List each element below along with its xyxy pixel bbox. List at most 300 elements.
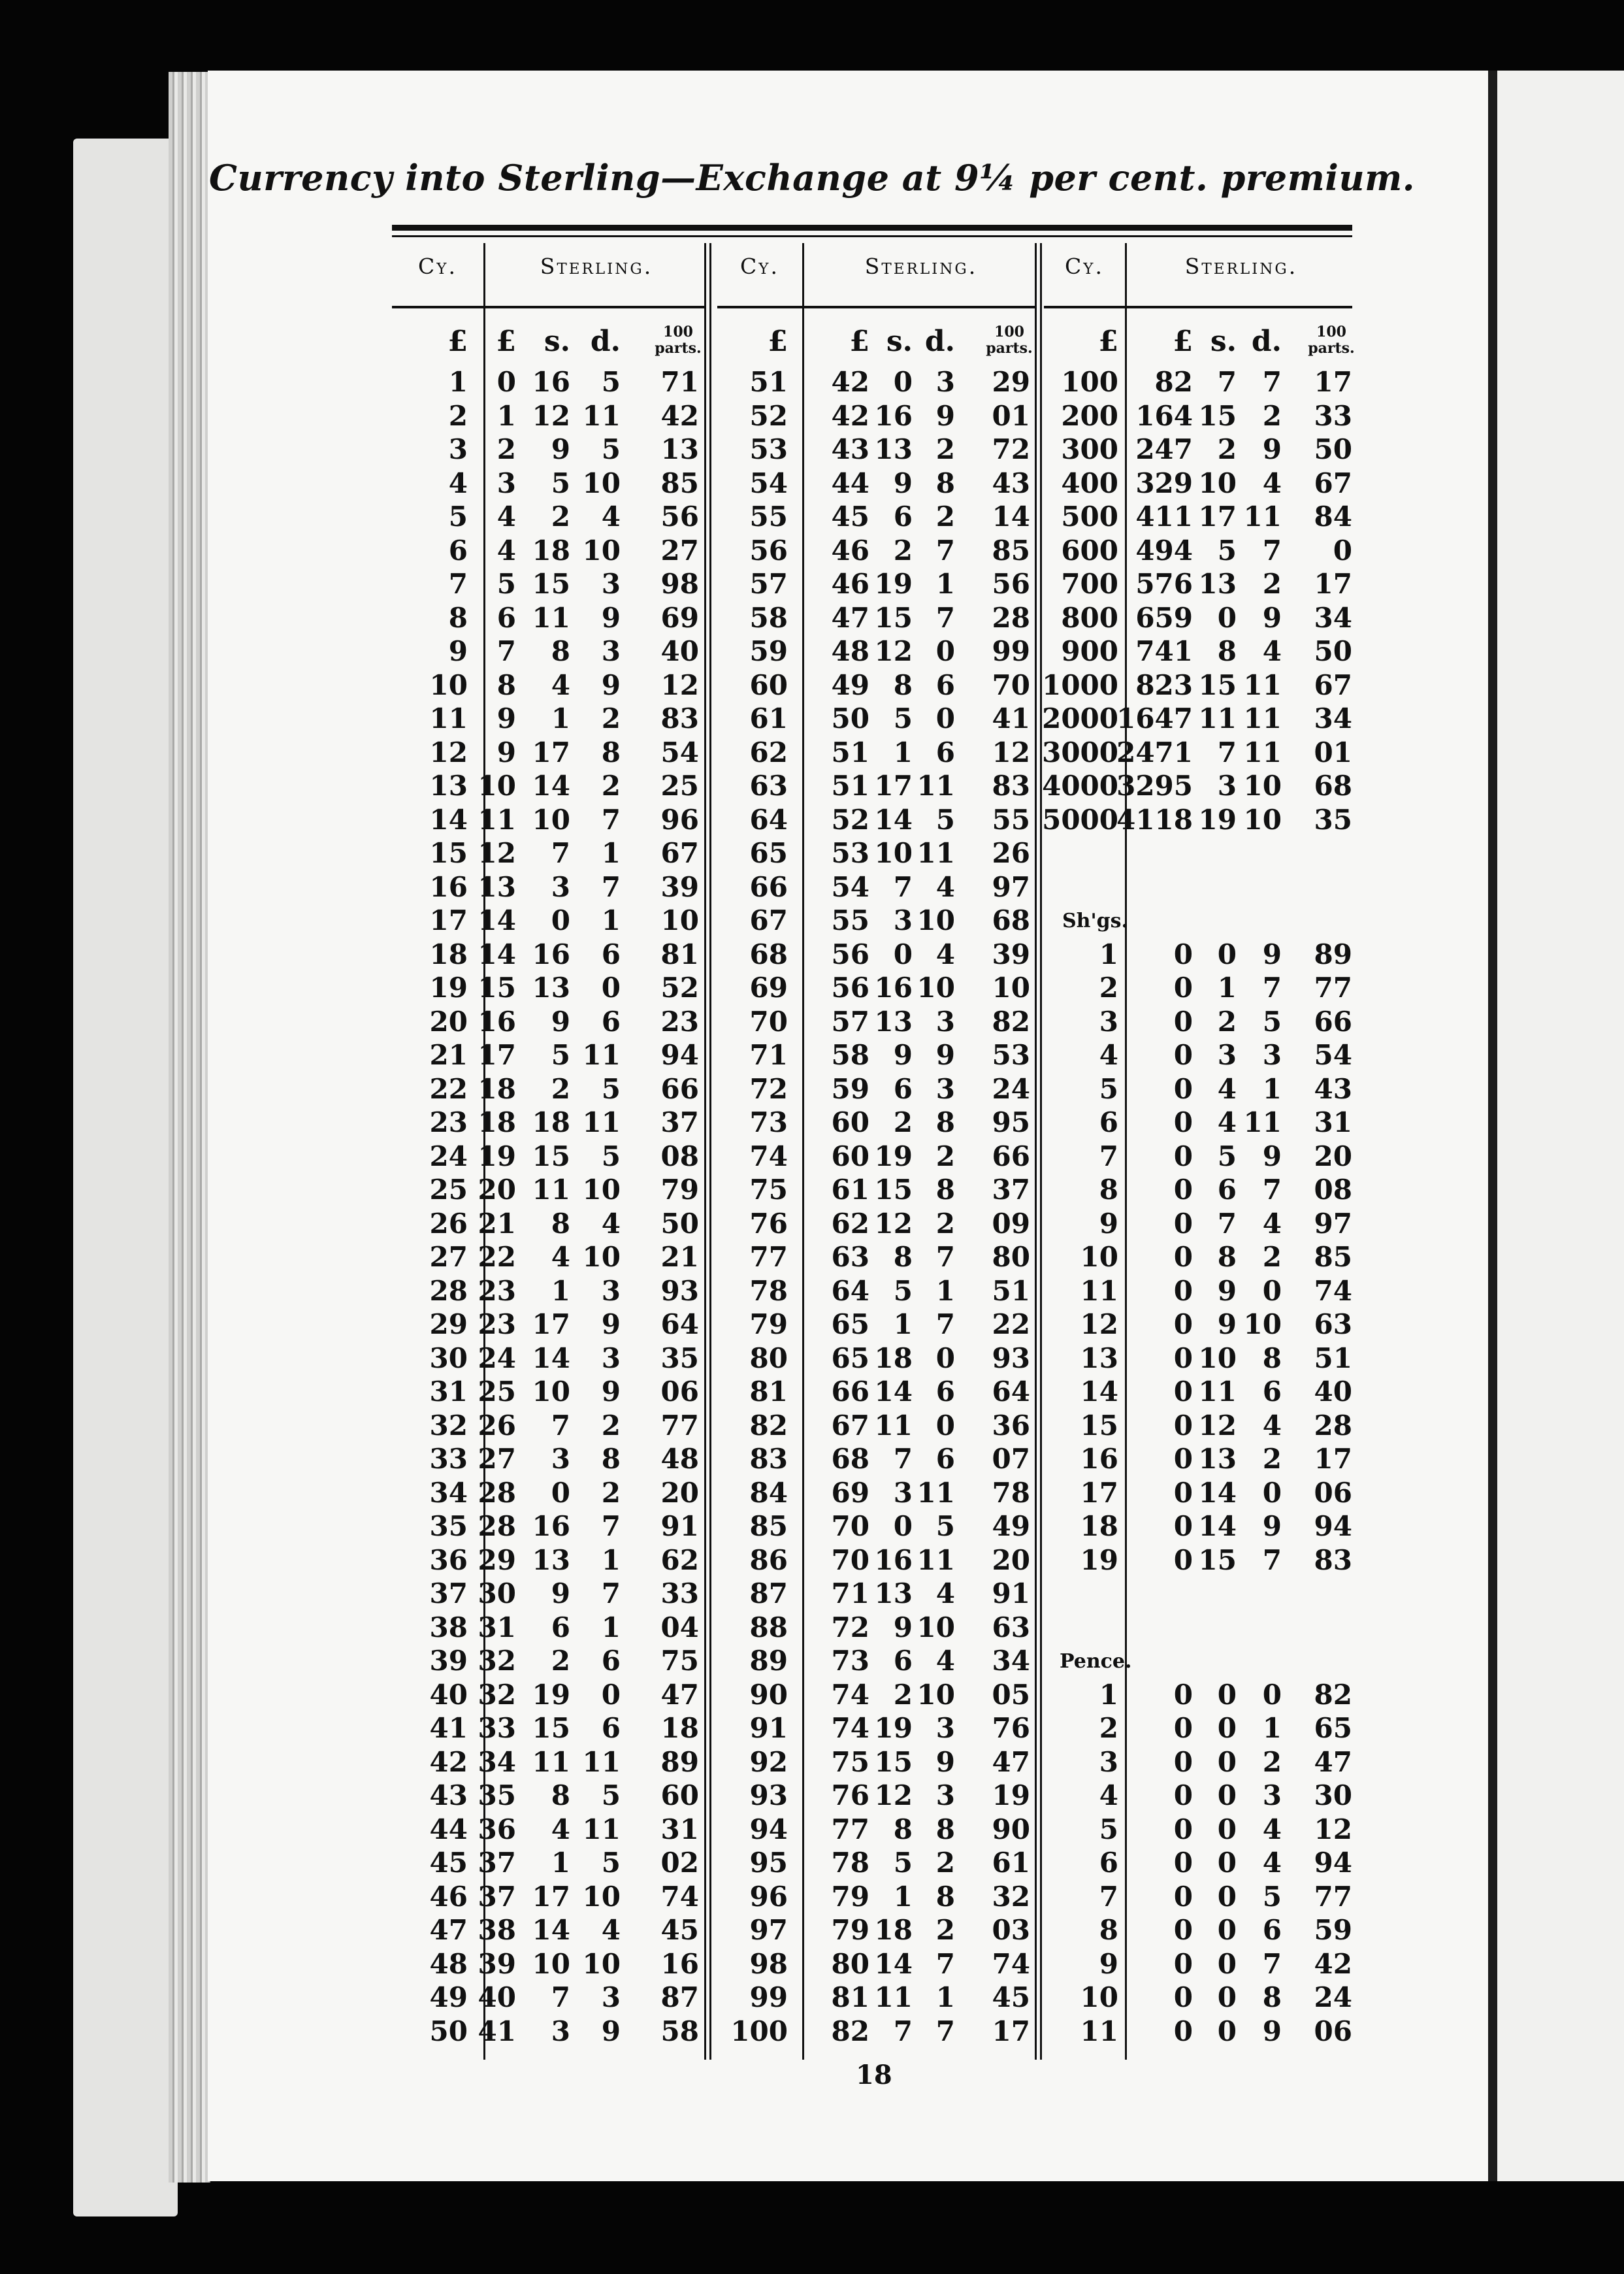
currency-value: 58 [749, 601, 788, 634]
parts-value: 97 [1314, 1207, 1352, 1240]
pence-value: 4 [601, 1914, 621, 1946]
currency-value: 4 [448, 467, 468, 499]
pence-value: 3 [935, 366, 955, 398]
header-cy: Cy. [740, 254, 779, 279]
parts-value: 91 [992, 1577, 1030, 1609]
pounds-value: 70 [831, 1510, 869, 1542]
shillings-value: 15 [874, 1174, 913, 1206]
pence-value: 2 [935, 1140, 955, 1172]
pounds-value: 79 [831, 1880, 869, 1913]
parts-value: 29 [992, 366, 1030, 398]
shillings-value: 12 [532, 399, 570, 432]
pence-value: 3 [601, 635, 621, 667]
pounds-value: 46 [831, 568, 869, 600]
pounds-value: 74 [831, 1712, 869, 1744]
shillings-value: 0 [1217, 1981, 1237, 2013]
pounds-value: 0 [1173, 1745, 1193, 1778]
parts-value: 85 [1314, 1241, 1352, 1273]
top-rule [392, 225, 1352, 231]
shillings-value: 0 [1217, 1678, 1237, 1711]
currency-value: 18 [429, 938, 468, 970]
pence-value: 8 [935, 467, 955, 499]
shillings-value: 6 [893, 1072, 913, 1105]
shillings-value: 15 [874, 1745, 913, 1778]
pounds-value: 81 [831, 1981, 869, 2013]
shillings-value: 4 [551, 1813, 570, 1845]
shillings-value: 0 [1217, 1847, 1237, 1879]
shillings-value: 13 [532, 1543, 570, 1576]
pence-value: 1 [935, 568, 955, 600]
shillings-value: 0 [551, 904, 570, 936]
parts-value: 47 [1314, 1745, 1352, 1778]
currency-value: 500 [1061, 501, 1118, 533]
pounds-value: 0 [1173, 1274, 1193, 1307]
subheader-pound: £ [1173, 325, 1193, 358]
shillings-value: 17 [532, 1308, 570, 1340]
parts-value: 56 [992, 568, 1030, 600]
parts-value: 70 [992, 668, 1030, 701]
currency-value: 37 [429, 1577, 468, 1609]
shillings-value: 18 [532, 534, 570, 567]
pence-value: 5 [935, 803, 955, 836]
pounds-value: 576 [1135, 568, 1193, 600]
currency-value: 4 [1099, 1039, 1118, 1071]
pence-value: 11 [917, 1476, 955, 1509]
shillings-value: 14 [874, 803, 913, 836]
currency-value: 62 [749, 736, 788, 768]
currency-value: 87 [749, 1577, 788, 1609]
parts-value: 17 [1314, 366, 1352, 398]
parts-value: 62 [660, 1543, 699, 1576]
pounds-value: 78 [831, 1847, 869, 1879]
currency-value: 55 [749, 501, 788, 533]
currency-value: 10 [1080, 1241, 1118, 1273]
pence-value: 6 [935, 668, 955, 701]
parts-value: 67 [1314, 668, 1352, 701]
shillings-value: 0 [1217, 938, 1237, 970]
shillings-value: 1 [893, 1880, 913, 1913]
pounds-value: 50 [831, 702, 869, 734]
currency-value: 6 [1099, 1106, 1118, 1138]
pounds-value: 74 [831, 1678, 869, 1711]
pence-value: 3 [601, 1342, 621, 1374]
currency-value: 1 [1099, 938, 1118, 970]
pence-value: 9 [601, 601, 621, 634]
parts-value: 83 [660, 702, 699, 734]
currency-value: 200 [1061, 399, 1118, 432]
pounds-value: 741 [1135, 635, 1193, 667]
pounds-value: 14 [478, 904, 516, 936]
currency-value: 22 [429, 1072, 468, 1105]
shillings-value: 1 [551, 702, 570, 734]
pence-value: 7 [935, 1241, 955, 1273]
pence-value: 0 [1262, 1678, 1282, 1711]
parts-value: 20 [992, 1543, 1030, 1576]
currency-value: 85 [749, 1510, 788, 1542]
underlying-page [73, 139, 178, 2216]
pence-value: 7 [1262, 972, 1282, 1004]
subheader-pence: d. [1251, 325, 1282, 358]
currency-value: 6 [1099, 1847, 1118, 1879]
pence-value: 11 [917, 1543, 955, 1576]
pounds-value: 0 [1173, 1678, 1193, 1711]
currency-value: 10 [429, 668, 468, 701]
pence-value: 11 [1243, 668, 1282, 701]
currency-value: 44 [429, 1813, 468, 1845]
pounds-value: 6 [496, 601, 516, 634]
currency-value: 13 [1080, 1342, 1118, 1374]
currency-value: 19 [429, 972, 468, 1004]
shillings-value: 5 [893, 1847, 913, 1879]
currency-value: 86 [749, 1543, 788, 1576]
pence-value: 4 [935, 870, 955, 903]
pence-value: 2 [1262, 568, 1282, 600]
shillings-value: 13 [874, 1577, 913, 1609]
parts-value: 17 [992, 2015, 1030, 2047]
parts-value: 33 [660, 1577, 699, 1609]
parts-value: 48 [660, 1443, 699, 1475]
parts-value: 94 [1314, 1847, 1352, 1879]
pounds-value: 494 [1135, 534, 1193, 567]
pounds-value: 0 [1173, 1813, 1193, 1845]
currency-value: 900 [1061, 635, 1118, 667]
currency-value: 97 [749, 1914, 788, 1946]
currency-value: 28 [429, 1274, 468, 1307]
parts-value: 77 [1314, 1880, 1352, 1913]
pounds-value: 65 [831, 1342, 869, 1374]
currency-value: 800 [1061, 601, 1118, 634]
pence-value: 7 [1262, 1174, 1282, 1206]
pounds-value: 9 [496, 702, 516, 734]
parts-value: 10 [660, 904, 699, 936]
pence-value: 2 [601, 1409, 621, 1442]
pounds-value: 0 [1173, 1140, 1193, 1172]
pounds-value: 0 [1173, 1443, 1193, 1475]
shillings-value: 3 [893, 1476, 913, 1509]
pounds-value: 71 [831, 1577, 869, 1609]
pence-value: 7 [601, 1577, 621, 1609]
pounds-value: 76 [831, 1779, 869, 1811]
shillings-value: 0 [1217, 1813, 1237, 1845]
shillings-value: 3 [551, 1443, 570, 1475]
pounds-value: 46 [831, 534, 869, 567]
pounds-value: 9 [496, 736, 516, 768]
pence-value: 9 [601, 2015, 621, 2047]
shillings-value: 5 [893, 702, 913, 734]
parts-value: 54 [1314, 1039, 1352, 1071]
currency-value: 57 [749, 568, 788, 600]
pence-value: 10 [917, 1678, 955, 1711]
parts-value: 53 [992, 1039, 1030, 1071]
currency-value: 61 [749, 702, 788, 734]
shillings-value: 5 [893, 1274, 913, 1307]
shillings-value: 2 [893, 1678, 913, 1711]
parts-value: 65 [1314, 1712, 1352, 1744]
parts-value: 74 [992, 1947, 1030, 1980]
parts-value: 0 [1333, 534, 1352, 567]
parts-value: 66 [992, 1140, 1030, 1172]
pounds-value: 4118 [1116, 803, 1193, 836]
pence-value: 3 [935, 1005, 955, 1038]
shillings-value: 0 [1217, 601, 1237, 634]
shillings-value: 11 [1198, 1376, 1237, 1408]
pence-value: 9 [1262, 1140, 1282, 1172]
pounds-value: 823 [1135, 668, 1193, 701]
parts-value: 49 [992, 1510, 1030, 1542]
shillings-value: 0 [1217, 1914, 1237, 1946]
parts-value: 75 [660, 1645, 699, 1677]
pounds-value: 20 [478, 1174, 516, 1206]
pounds-value: 68 [831, 1443, 869, 1475]
shillings-value: 14 [532, 770, 570, 802]
shillings-value: 7 [893, 870, 913, 903]
parts-value: 25 [660, 770, 699, 802]
shillings-value: 4 [551, 668, 570, 701]
pounds-value: 59 [831, 1072, 869, 1105]
shillings-value: 8 [893, 1813, 913, 1845]
pence-value: 3 [935, 1712, 955, 1744]
parts-value: 43 [1314, 1072, 1352, 1105]
shillings-value: 9 [551, 433, 570, 465]
parts-value: 34 [992, 1645, 1030, 1677]
pounds-value: 0 [1173, 1308, 1193, 1340]
parts-value: 77 [660, 1409, 699, 1442]
parts-value: 31 [1314, 1106, 1352, 1138]
pounds-value: 19 [478, 1140, 516, 1172]
subheader-pence: d. [590, 325, 621, 358]
pounds-value: 62 [831, 1207, 869, 1240]
subheader-pound: £ [849, 325, 869, 358]
parts-value: 24 [992, 1072, 1030, 1105]
pounds-value: 29 [478, 1543, 516, 1576]
pounds-value: 37 [478, 1847, 516, 1879]
currency-value: 35 [429, 1510, 468, 1542]
parts-value: 35 [1314, 803, 1352, 836]
pence-value: 1 [1262, 1712, 1282, 1744]
pounds-value: 0 [1173, 1981, 1193, 2013]
pounds-value: 63 [831, 1241, 869, 1273]
shillings-value: 18 [532, 1106, 570, 1138]
currency-value: 700 [1061, 568, 1118, 600]
parts-value: 85 [992, 534, 1030, 567]
pounds-value: 56 [831, 972, 869, 1004]
pence-value: 8 [601, 736, 621, 768]
parts-value: 13 [660, 433, 699, 465]
currency-value: 65 [749, 837, 788, 869]
parts-bottom: parts. [986, 340, 1033, 357]
shillings-value: 8 [551, 635, 570, 667]
pence-value: 8 [935, 1174, 955, 1206]
header-cy: Cy. [1065, 254, 1104, 279]
pence-value: 9 [935, 1039, 955, 1071]
page-number: 18 [856, 2060, 892, 2090]
pounds-value: 51 [831, 736, 869, 768]
shillings-value: 14 [1198, 1476, 1237, 1509]
pounds-value: 80 [831, 1947, 869, 1980]
currency-value: 32 [429, 1409, 468, 1442]
currency-value: 92 [749, 1745, 788, 1778]
header-rule [1044, 306, 1352, 308]
pence-value: 4 [935, 1577, 955, 1609]
parts-value: 82 [992, 1005, 1030, 1038]
shillings-value: 11 [532, 1745, 570, 1778]
currency-value: 2 [1099, 1712, 1118, 1744]
currency-value: 34 [429, 1476, 468, 1509]
pounds-value: 77 [831, 1813, 869, 1845]
pence-value: 7 [935, 1308, 955, 1340]
parts-value: 17 [1314, 568, 1352, 600]
currency-value: 30 [429, 1342, 468, 1374]
shillings-value: 9 [1217, 1274, 1237, 1307]
pounds-value: 82 [831, 2015, 869, 2047]
parts-value: 14 [992, 501, 1030, 533]
currency-value: 25 [429, 1174, 468, 1206]
pounds-value: 16 [478, 1005, 516, 1038]
pence-value: 4 [1262, 1207, 1282, 1240]
pence-value: 6 [1262, 1914, 1282, 1946]
parts-value: 95 [992, 1106, 1030, 1138]
currency-value: 73 [749, 1106, 788, 1138]
parts-value: 47 [992, 1745, 1030, 1778]
parts-value: 05 [992, 1678, 1030, 1711]
shillings-value: 7 [1217, 366, 1237, 398]
currency-value: 64 [749, 803, 788, 836]
currency-value: 38 [429, 1611, 468, 1643]
pence-value: 0 [935, 1342, 955, 1374]
pounds-value: 0 [1173, 1376, 1193, 1408]
pounds-value: 10 [478, 770, 516, 802]
pence-value: 0 [601, 1678, 621, 1711]
currency-value: 5 [1099, 1813, 1118, 1845]
currency-value: 63 [749, 770, 788, 802]
pence-value: 8 [1262, 1342, 1282, 1374]
parts-value: 42 [1314, 1947, 1352, 1980]
currency-value: 17 [1080, 1476, 1118, 1509]
parts-value: 93 [660, 1274, 699, 1307]
parts-value: 34 [1314, 702, 1352, 734]
pounds-value: 0 [1173, 1914, 1193, 1946]
pence-value: 10 [582, 467, 621, 499]
parts-value: 55 [992, 803, 1030, 836]
pence-value: 4 [601, 501, 621, 533]
pence-value: 1 [601, 1543, 621, 1576]
parts-value: 45 [660, 1914, 699, 1946]
parts-value: 12 [992, 736, 1030, 768]
shillings-value: 12 [1198, 1409, 1237, 1442]
pence-value: 0 [935, 702, 955, 734]
shillings-value: 7 [551, 1981, 570, 2013]
shillings-value: 0 [1217, 1779, 1237, 1811]
pence-value: 4 [1262, 1847, 1282, 1879]
shillings-value: 13 [532, 972, 570, 1004]
pence-value: 1 [935, 1981, 955, 2013]
shillings-value: 14 [1198, 1510, 1237, 1542]
pence-value: 7 [1262, 366, 1282, 398]
pounds-value: 26 [478, 1409, 516, 1442]
parts-value: 97 [992, 870, 1030, 903]
shillings-value: 7 [1217, 736, 1237, 768]
pounds-value: 0 [1173, 1543, 1193, 1576]
currency-value: 45 [429, 1847, 468, 1879]
shillings-value: 14 [874, 1376, 913, 1408]
parts-value: 98 [660, 568, 699, 600]
header-cy: Cy. [418, 254, 457, 279]
parts-value: 43 [992, 467, 1030, 499]
currency-value: 51 [749, 366, 788, 398]
pence-value: 3 [601, 1274, 621, 1307]
pence-value: 2 [1262, 399, 1282, 432]
parts-value: 67 [660, 837, 699, 869]
shillings-value: 16 [532, 1510, 570, 1542]
pence-value: 4 [935, 1645, 955, 1677]
shillings-value: 15 [1198, 399, 1237, 432]
shillings-value: 3 [1217, 1039, 1237, 1071]
pence-value: 10 [917, 972, 955, 1004]
currency-value: 2 [448, 399, 468, 432]
pence-value: 11 [917, 770, 955, 802]
parts-value: 20 [660, 1476, 699, 1509]
pence-value: 10 [917, 904, 955, 936]
parts-value: 83 [1314, 1543, 1352, 1576]
pounds-value: 67 [831, 1409, 869, 1442]
parts-value: 39 [660, 870, 699, 903]
pence-value: 6 [601, 1712, 621, 1744]
pence-value: 10 [917, 1611, 955, 1643]
currency-value: 11 [1080, 2015, 1118, 2047]
pounds-value: 47 [831, 601, 869, 634]
currency-value: 15 [1080, 1409, 1118, 1442]
shillings-value: 2 [893, 534, 913, 567]
currency-value: 67 [749, 904, 788, 936]
pounds-value: 0 [1173, 1476, 1193, 1509]
shillings-value: 6 [551, 1611, 570, 1643]
pounds-value: 27 [478, 1443, 516, 1475]
currency-value: 7 [448, 568, 468, 600]
pounds-value: 32 [478, 1678, 516, 1711]
parts-value: 68 [1314, 770, 1352, 802]
shillings-value: 19 [874, 1140, 913, 1172]
parts-value: 99 [992, 635, 1030, 667]
parts-value: 04 [660, 1611, 699, 1643]
shillings-value: 16 [532, 366, 570, 398]
currency-value: 3000 [1042, 736, 1118, 768]
pounds-value: 30 [478, 1577, 516, 1609]
subheader-shillings: s. [886, 325, 913, 358]
shillings-value: 1 [551, 1847, 570, 1879]
shillings-value: 17 [532, 1880, 570, 1913]
pence-value: 11 [1243, 1106, 1282, 1138]
currency-value: 8 [448, 601, 468, 634]
pounds-value: 0 [1173, 2015, 1193, 2047]
shillings-value: 16 [874, 1543, 913, 1576]
pounds-value: 22 [478, 1241, 516, 1273]
shillings-value: 12 [874, 635, 913, 667]
pence-value: 1 [601, 1611, 621, 1643]
currency-value: 68 [749, 938, 788, 970]
pence-value: 2 [935, 433, 955, 465]
currency-value: 2000 [1042, 702, 1118, 734]
currency-value: 600 [1061, 534, 1118, 567]
currency-value: 39 [429, 1645, 468, 1677]
currency-value: 79 [749, 1308, 788, 1340]
currency-value: 83 [749, 1443, 788, 1475]
currency-value: 3 [1099, 1005, 1118, 1038]
parts-value: 79 [660, 1174, 699, 1206]
parts-value: 64 [992, 1376, 1030, 1408]
subheader-pence: d. [924, 325, 955, 358]
page-title: Currency into Sterling—Exchange at 9¼ per cent. premium. [208, 157, 1416, 199]
shillings-value: 10 [1198, 467, 1237, 499]
